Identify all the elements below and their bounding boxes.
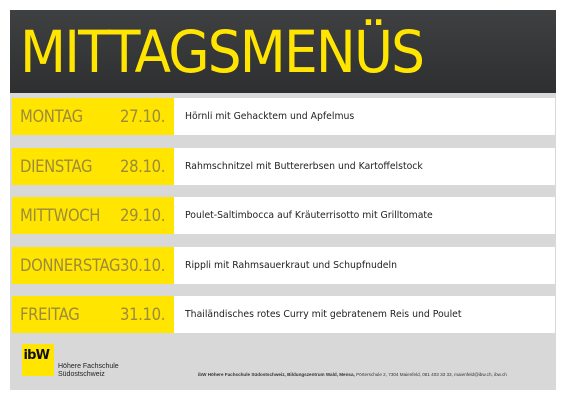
menu-row-tuesday <box>12 148 555 185</box>
day-date: 31.10. <box>119 305 165 324</box>
ibw-logo-icon <box>22 344 54 376</box>
day-date: 29.10. <box>119 206 165 225</box>
meal-description: Rippli mit Rahmsauerkraut und Schupfnudeln <box>185 260 397 271</box>
day-name: DONNERSTAG <box>20 256 121 275</box>
meal-cell <box>174 247 555 284</box>
footer-address-rest: Pörterschule 2, 7304 Maienfeld, 081 403 33 33, maienfeld@ibw.ch, ibw.ch <box>356 372 507 377</box>
menu-row-friday <box>12 296 555 333</box>
meal-description: Rahmschnitzel mit Buttererbsen und Kartoffelstock <box>185 161 423 172</box>
meal-description: Thailändisches rotes Curry mit gebratenem Reis und Poulet <box>185 309 462 320</box>
meal-cell <box>174 296 555 333</box>
day-name: FREITAG <box>20 305 80 324</box>
day-date: 27.10. <box>119 107 165 126</box>
school-name-line1: Höhere Fachschule <box>58 363 119 370</box>
meal-description: Poulet-Saltimbocca auf Kräuterrisotto mit Grilltomate <box>185 210 433 221</box>
school-name-line2: Südostschweiz <box>58 371 105 378</box>
day-name: MITTWOCH <box>20 206 101 225</box>
meal-cell <box>174 197 555 234</box>
footer <box>10 333 556 390</box>
footer-address-bold: ibW Höhere Fachschule Südostschweiz, Bildungszentrum Wald, Mensa, <box>198 372 355 377</box>
meal-cell <box>174 98 555 135</box>
footer-address <box>198 372 507 377</box>
day-name: DIENSTAG <box>20 157 93 176</box>
meal-cell <box>174 148 555 185</box>
menu-row-wednesday <box>12 197 555 234</box>
page-title: MITTAGSMENÜS <box>20 18 424 86</box>
meal-description: Hörnli mit Gehacktem und Apfelmus <box>185 111 355 122</box>
day-cell <box>12 148 174 185</box>
day-date: 30.10. <box>119 256 165 275</box>
day-cell <box>12 197 174 234</box>
school-name <box>58 363 119 379</box>
title-banner <box>10 10 556 93</box>
day-cell <box>12 247 174 284</box>
menu-row-thursday <box>12 247 555 284</box>
ibw-logo <box>22 344 54 376</box>
day-date: 28.10. <box>119 157 165 176</box>
svg-text:ibW: ibW <box>23 348 50 363</box>
day-cell <box>12 296 174 333</box>
menu-row-monday <box>12 98 555 135</box>
day-cell <box>12 98 174 135</box>
day-name: MONTAG <box>20 107 83 126</box>
